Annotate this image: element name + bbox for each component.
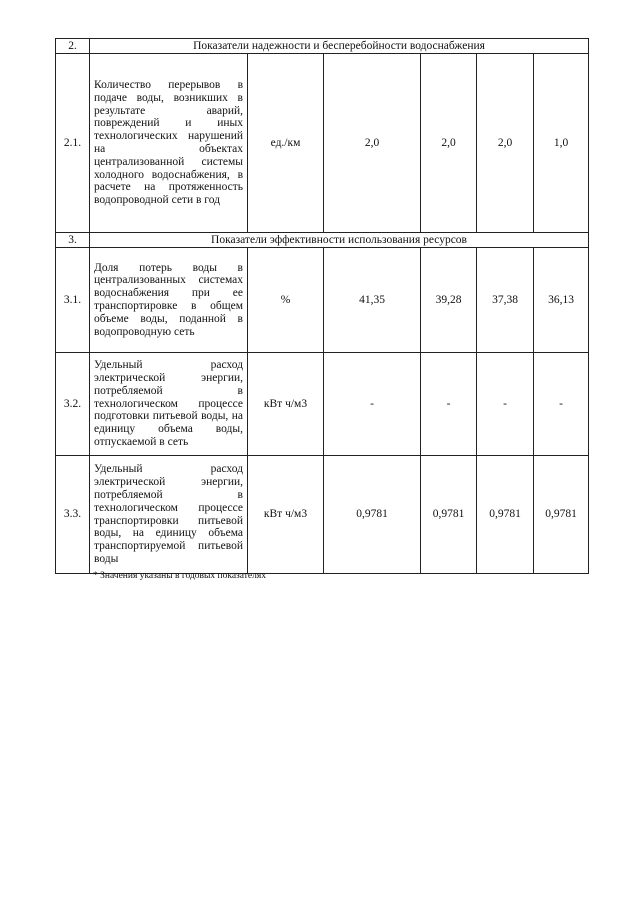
row-description: Удельный расход электрической энергии, потребляемой в технологическом процессе транспортировки питьевой воды, на единицу объема транспортируемой питьевой воды <box>90 456 248 574</box>
indicators-table <box>55 38 589 574</box>
row-value: 2,0 <box>324 54 421 233</box>
row-number: 3.3. <box>56 456 90 574</box>
table-row <box>56 456 589 574</box>
row-number: 3.1. <box>56 248 90 353</box>
row-description: Удельный расход электрической энергии, потребляемой в технологическом процессе подготовки питьевой воды, на единицу объема воды, отпускаемой в сеть <box>90 353 248 456</box>
row-value: 37,38 <box>477 248 534 353</box>
row-value: - <box>421 353 477 456</box>
row-number: 3.2. <box>56 353 90 456</box>
table-row <box>56 353 589 456</box>
section-number: 3. <box>56 233 90 248</box>
row-value: 1,0 <box>534 54 589 233</box>
row-value: 0,9781 <box>324 456 421 574</box>
section-row-3 <box>56 233 589 248</box>
row-value: 0,9781 <box>421 456 477 574</box>
section-row-2 <box>56 39 589 54</box>
section-title: Показатели эффективности использования ресурсов <box>90 233 589 248</box>
row-unit: кВт ч/м3 <box>248 456 324 574</box>
row-value: 2,0 <box>477 54 534 233</box>
row-value: 41,35 <box>324 248 421 353</box>
row-description: Доля потерь воды в централизованных системах водоснабжения при ее транспортировке в общем объеме воды, поданной в водопроводную сеть <box>90 248 248 353</box>
row-value: - <box>324 353 421 456</box>
row-description: Количество перерывов в подаче воды, возникших в результате аварий, повреждений и иных технологических нарушений на объектах централизованной системы холодного водоснабжения, в расчете на протяженность водопроводной сети в год <box>90 54 248 233</box>
row-number: 2.1. <box>56 54 90 233</box>
row-unit: ед./км <box>248 54 324 233</box>
row-value: 39,28 <box>421 248 477 353</box>
footnote: * Значения указаны в годовых показателях <box>93 571 267 581</box>
section-title: Показатели надежности и бесперебойности водоснабжения <box>90 39 589 54</box>
row-value: 0,9781 <box>534 456 589 574</box>
row-value: 2,0 <box>421 54 477 233</box>
table-row <box>56 54 589 233</box>
row-value: - <box>477 353 534 456</box>
row-value: 36,13 <box>534 248 589 353</box>
row-value: 0,9781 <box>477 456 534 574</box>
section-number: 2. <box>56 39 90 54</box>
table-row <box>56 248 589 353</box>
row-unit: % <box>248 248 324 353</box>
row-unit: кВт ч/м3 <box>248 353 324 456</box>
row-value: - <box>534 353 589 456</box>
